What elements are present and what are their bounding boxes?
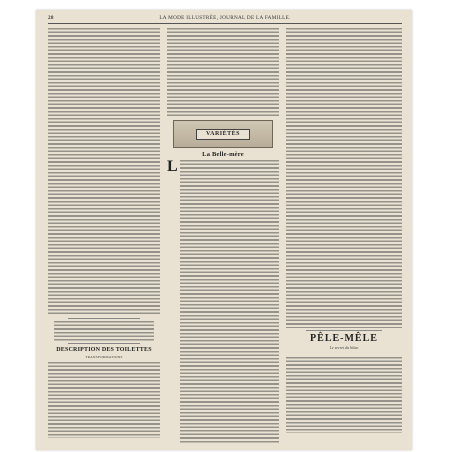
varietes-banner: VARIÉTÉS: [196, 129, 250, 140]
section-title-toilettes: DESCRIPTION DES TOILETTES: [56, 347, 152, 353]
body-text-block: [167, 28, 279, 116]
drop-cap: L: [167, 158, 178, 175]
header-rule: [48, 23, 402, 24]
column-right: [286, 28, 402, 444]
notice-text-block: [54, 321, 154, 341]
body-text-block: [48, 28, 160, 316]
page-number: 28: [48, 15, 54, 21]
body-text-block: [286, 28, 402, 328]
article-body: [167, 160, 279, 444]
page-header: [48, 14, 402, 23]
article-text-block: [180, 160, 279, 444]
journal-title: LA MODE ILLUSTRÉE, JOURNAL DE LA FAMILLE.: [159, 15, 291, 21]
divider: [306, 330, 382, 331]
pele-mele-heading: [286, 333, 402, 355]
description-text-block: [48, 362, 160, 438]
section-subtitle-transformations: TRANSFORMATIONS: [85, 355, 123, 359]
column-left: [48, 28, 160, 444]
pele-mele-title: PÊLE-MÊLE: [310, 333, 378, 344]
pele-mele-text-block: [286, 357, 402, 433]
divider: [68, 343, 140, 344]
pele-mele-subtitle: Le secret du bilan: [329, 345, 359, 350]
article-title: La Belle-mère: [202, 151, 244, 158]
varietes-engraving: [173, 120, 273, 148]
divider: [68, 318, 140, 319]
column-middle: [167, 28, 279, 444]
newspaper-page: [36, 10, 412, 450]
